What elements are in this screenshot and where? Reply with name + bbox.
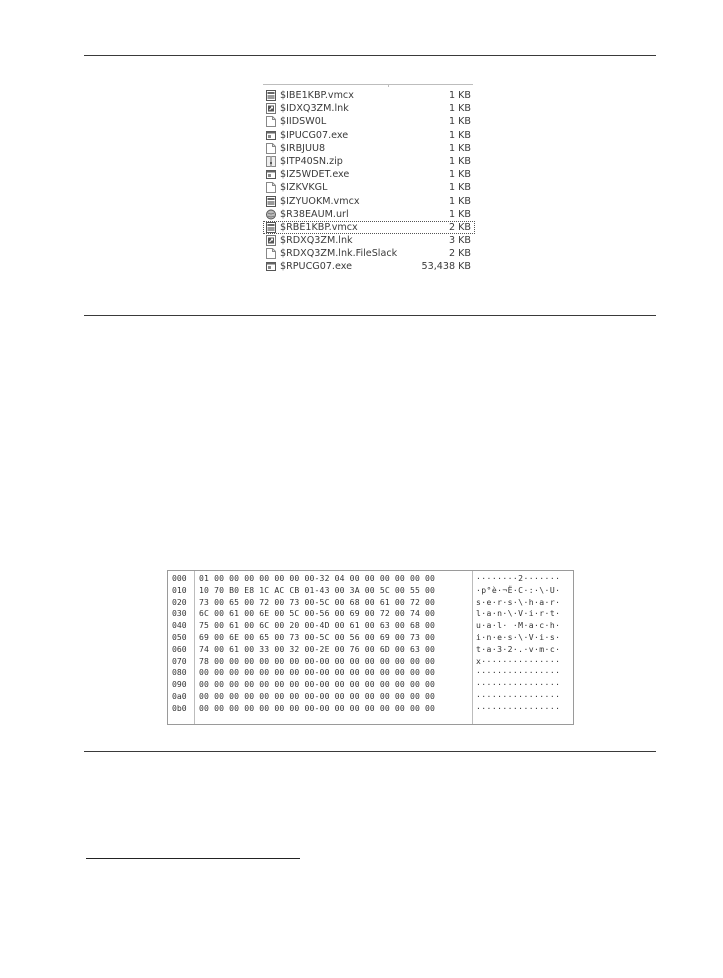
hex-ascii: s·e·r·s·\·h·a·r· xyxy=(476,596,561,607)
hex-bytes: 78 00 00 00 00 00 00 00-00 00 00 00 00 00 00 00 xyxy=(199,655,436,666)
blank-file-icon xyxy=(266,182,276,193)
file-row[interactable] xyxy=(263,260,475,273)
file-row[interactable] xyxy=(263,89,475,102)
hex-bytes: 00 00 00 00 00 00 00 00-00 00 00 00 00 00 00 00 xyxy=(199,679,436,690)
hex-offset: 0a0 xyxy=(172,690,187,701)
hex-bytes: 00 00 00 00 00 00 00 00-00 00 00 00 00 00 00 00 xyxy=(199,702,436,713)
file-name: $IZYUOKM.vmcx xyxy=(280,195,360,207)
hex-bytes: 75 00 61 00 6C 00 20 00-4D 00 61 00 63 00 68 00 xyxy=(199,620,436,631)
file-size: 1 KB xyxy=(448,103,471,115)
hex-offset: 050 xyxy=(172,631,187,642)
file-size: 1 KB xyxy=(448,195,471,207)
hex-offset: 070 xyxy=(172,655,187,666)
vmcx-file-icon xyxy=(266,90,276,101)
hex-ascii: i·n·e·s·\·V·i·s· xyxy=(476,631,561,642)
file-row[interactable] xyxy=(263,115,475,128)
hex-dump-figure xyxy=(167,570,574,725)
hex-ascii: t·a·3·2·.·v·m·c· xyxy=(476,643,561,654)
hex-offset: 040 xyxy=(172,620,187,631)
file-name: $IPUCG07.exe xyxy=(280,129,349,141)
hex-ascii: ········2······· xyxy=(476,573,561,583)
file-list xyxy=(263,89,475,274)
url-file-icon xyxy=(266,209,276,220)
file-name: $IZKVKGL xyxy=(280,182,328,194)
file-name: $RBE1KBP.vmcx xyxy=(280,221,358,233)
column-header-separator xyxy=(388,84,389,87)
blank-file-icon xyxy=(266,116,276,127)
hex-bytes: 10 70 B0 E8 1C AC CB 01-43 00 3A 00 5C 00 55 00 xyxy=(199,584,436,595)
hex-offset: 060 xyxy=(172,643,187,654)
file-size: 3 KB xyxy=(448,235,471,247)
hex-ascii: ················ xyxy=(476,702,561,713)
hex-ascii: x··············· xyxy=(476,655,561,666)
hex-ascii: ················ xyxy=(476,690,561,701)
hex-bytes: 74 00 61 00 33 00 32 00-2E 00 76 00 6D 00 63 00 xyxy=(199,643,436,654)
file-name: $IZ5WDET.exe xyxy=(280,169,350,181)
hex-bytes: 01 00 00 00 00 00 00 00-32 04 00 00 00 00 00 00 xyxy=(199,573,436,583)
offset-column-separator xyxy=(194,571,195,724)
file-name: $IBE1KBP.vmcx xyxy=(280,90,354,101)
file-row[interactable] xyxy=(263,102,475,115)
top-rule xyxy=(84,55,656,56)
hex-bytes: 69 00 6E 00 65 00 73 00-5C 00 56 00 69 00 73 00 xyxy=(199,631,436,642)
file-size: 1 KB xyxy=(448,169,471,181)
footnote-rule xyxy=(86,858,300,859)
file-row[interactable] xyxy=(263,155,475,168)
file-row[interactable] xyxy=(263,221,475,234)
vmcx-file-icon xyxy=(266,222,276,233)
file-size: 1 KB xyxy=(448,116,471,128)
file-row[interactable] xyxy=(263,208,475,221)
file-size: 1 KB xyxy=(448,155,471,167)
hex-bytes: 00 00 00 00 00 00 00 00-00 00 00 00 00 00 00 00 xyxy=(199,690,436,701)
file-name: $RDXQ3ZM.lnk.FileSlack xyxy=(280,248,398,260)
file-size: 1 KB xyxy=(448,90,471,101)
ascii-column-separator xyxy=(472,571,473,724)
lower-rule xyxy=(84,751,656,752)
shortcut-file-icon xyxy=(266,235,276,246)
file-name: $IIDSW0L xyxy=(280,116,327,128)
file-name: $ITP40SN.zip xyxy=(280,155,343,167)
hex-offset: 0b0 xyxy=(172,702,187,713)
file-size: 53,438 KB xyxy=(421,261,471,273)
vmcx-file-icon xyxy=(266,196,276,207)
file-name: $R38EAUM.url xyxy=(280,208,349,220)
hex-offset: 080 xyxy=(172,667,187,678)
file-row[interactable] xyxy=(263,234,475,247)
file-name: $RDXQ3ZM.lnk xyxy=(280,235,353,247)
hex-ascii: l·a·n·\·V·i·r·t· xyxy=(476,608,561,619)
file-size: 1 KB xyxy=(448,208,471,220)
hex-offset: 090 xyxy=(172,679,187,690)
hex-bytes: 73 00 65 00 72 00 73 00-5C 00 68 00 61 00 72 00 xyxy=(199,596,436,607)
hex-offset: 020 xyxy=(172,596,187,607)
file-row[interactable] xyxy=(263,129,475,142)
hex-offset: 010 xyxy=(172,584,187,595)
file-name: $IDXQ3ZM.lnk xyxy=(280,103,349,115)
file-size: 1 KB xyxy=(448,182,471,194)
file-size: 2 KB xyxy=(448,248,471,260)
file-name: $RPUCG07.exe xyxy=(280,261,352,273)
hex-offset: 000 xyxy=(172,573,187,583)
hex-ascii: ················ xyxy=(476,667,561,678)
file-name: $IRBJUU8 xyxy=(280,142,326,154)
middle-rule xyxy=(84,315,656,316)
hex-bytes: 6C 00 61 00 6E 00 5C 00-56 00 69 00 72 00 74 00 xyxy=(199,608,436,619)
exe-file-icon xyxy=(266,169,276,180)
blank-file-icon xyxy=(266,248,276,259)
hex-ascii: u·a·l· ·M·a·c·h· xyxy=(476,620,561,631)
exe-file-icon xyxy=(266,130,276,141)
column-header-line xyxy=(263,84,473,85)
shortcut-file-icon xyxy=(266,103,276,114)
zip-file-icon xyxy=(266,156,276,167)
file-row[interactable] xyxy=(263,168,475,181)
blank-file-icon xyxy=(266,143,276,154)
file-row[interactable] xyxy=(263,247,475,260)
file-row[interactable] xyxy=(263,195,475,208)
file-size: 1 KB xyxy=(448,142,471,154)
hex-offset: 030 xyxy=(172,608,187,619)
hex-ascii: ·p°è·¬Ë·C·:·\·U· xyxy=(476,584,561,595)
file-row[interactable] xyxy=(263,181,475,194)
file-listing-figure xyxy=(263,84,475,290)
hex-bytes: 00 00 00 00 00 00 00 00-00 00 00 00 00 00 00 00 xyxy=(199,667,436,678)
file-size: 1 KB xyxy=(448,129,471,141)
file-size: 2 KB xyxy=(448,221,471,233)
exe-file-icon xyxy=(266,261,276,272)
file-row[interactable] xyxy=(263,142,475,155)
hex-ascii: ················ xyxy=(476,679,561,690)
